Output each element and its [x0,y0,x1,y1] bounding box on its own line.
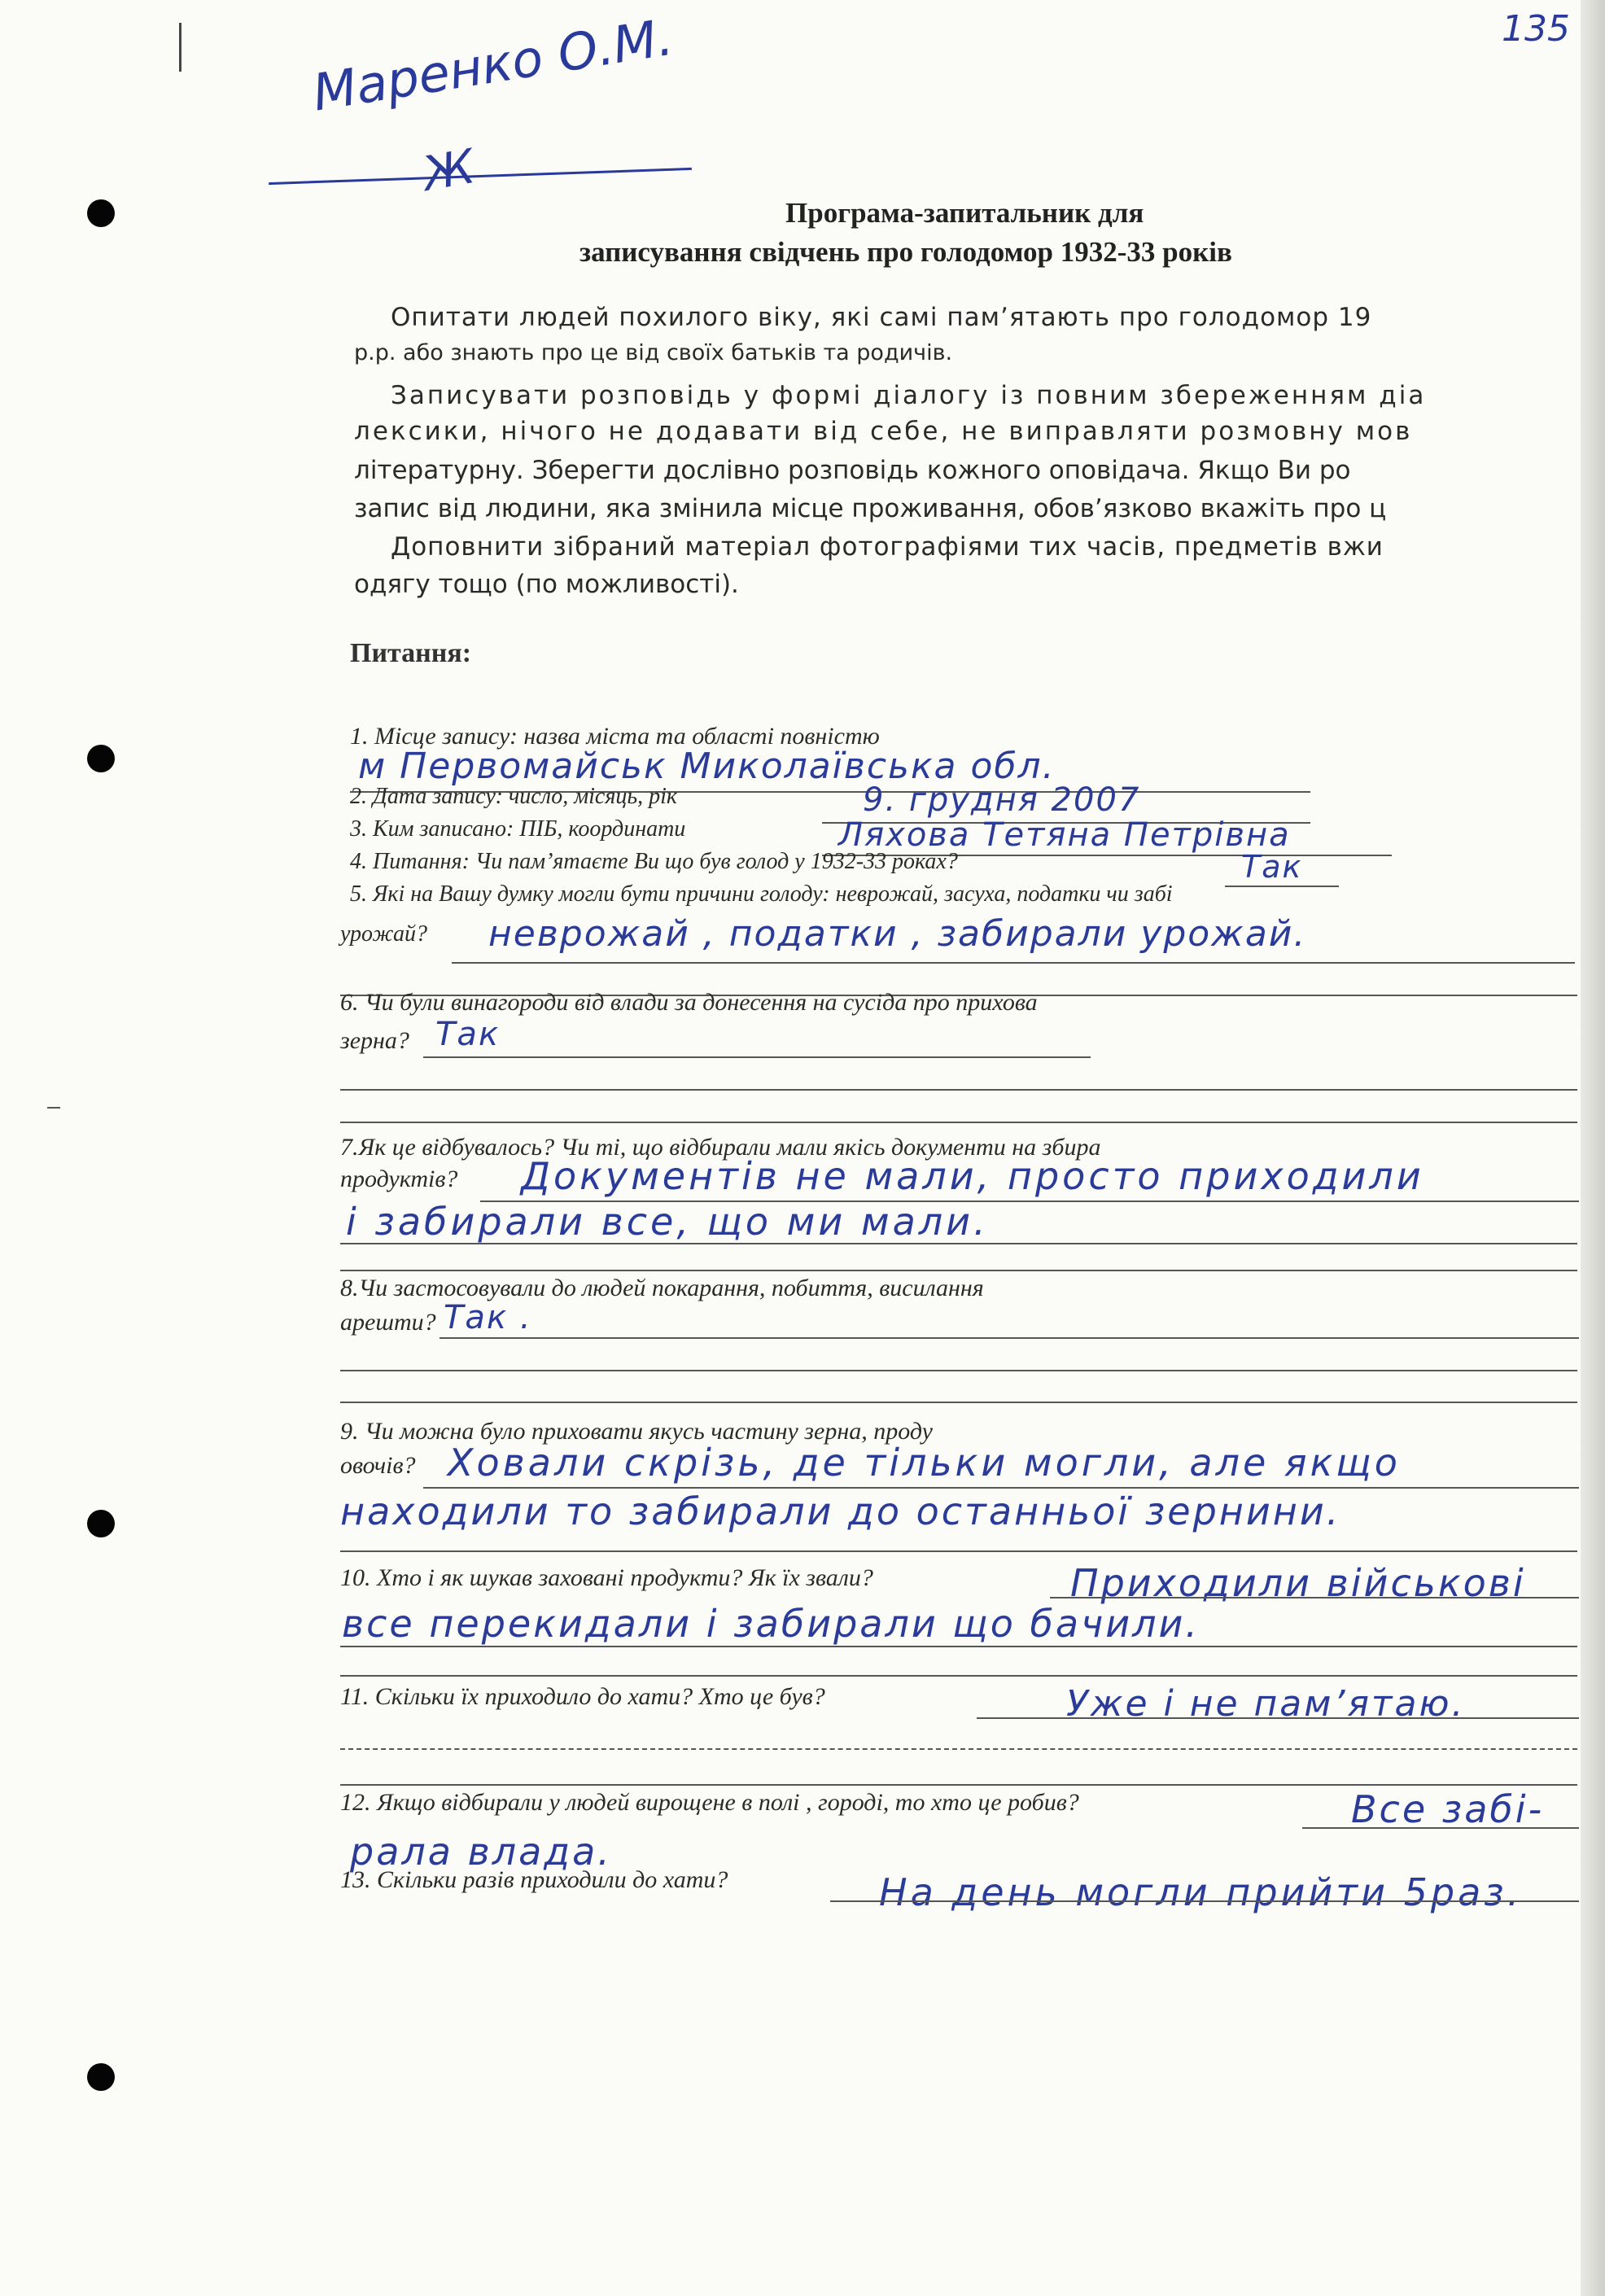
answer-9-cont: находили то забирали до останньої зернини. [340,1489,1341,1533]
blank-line [340,1122,1577,1123]
page-edge [1581,0,1605,2296]
answer-line [440,1337,1579,1339]
answer-13: На день могли прийти 5раз. [879,1870,1523,1914]
answer-line [1050,1597,1579,1598]
question-10: 10. Хто і як шукав заховані продукти? Як їх звали? [340,1564,873,1591]
answer-6: Так [435,1016,501,1053]
answer-line [1225,886,1339,887]
question-12: 12. Якщо відбирали у людей вирощене в полі , городі, то хто це робив? [340,1789,1079,1816]
question-5-cont: урожай? [340,921,428,947]
blank-line [340,1270,1577,1271]
binder-hole [87,2063,115,2091]
question-11: 11. Скільки їх приходило до хати? Хто це був? [340,1683,825,1710]
answer-5: неврожай , податки , забирали урожай. [488,913,1307,955]
answer-10: Приходили військові [1070,1561,1526,1605]
question-8: 8.Чи застосовували до людей покарання, побиття, висилання [340,1275,984,1301]
blank-line [340,1370,1577,1371]
answer-line [977,1717,1579,1719]
signature: Маренко О.М. [308,7,677,123]
question-1: 1. Місце запису: назва міста та області повністю [350,723,880,750]
intro-line: запис від людини, яка змінила місце проживання, обов’язково вкажіть про ц [354,494,1387,523]
intro-line: лексики, нічого не додавати від себе, не виправляти розмовну мов [354,417,1413,446]
intro-line: Опитати людей похилого віку, які самі пам’ятають про голодомор 19 [391,303,1372,332]
document-subtitle: записування свідчень про голодомор 1932-33 років [579,236,1232,268]
intro-line: Доповнити зібраний матеріал фотографіями тих часів, предметів вжи [391,532,1384,562]
answer-7-cont: і забирали все, що ми мали. [346,1200,989,1244]
signature-underline [269,168,692,185]
answer-10-cont: все перекидали і забирали що бачили. [342,1602,1200,1646]
answer-1: м Первомайськ Миколаївська обл. [358,746,1056,787]
answer-7: Документів не мали, просто приходили [521,1154,1424,1198]
question-4: 4. Питання: Чи пам’ятаєте Ви що був голод у 1932-33 роках? [350,849,958,874]
question-5: 5. Які на Вашу думку могли бути причини голоду: неврожай, засуха, податки чи забі [350,881,1173,907]
question-9: 9. Чи можна було приховати якусь частину зерна, проду [340,1418,933,1445]
blank-line [340,1402,1577,1403]
answer-line [340,1646,1577,1647]
answer-11: Уже і не пам’ятаю. [1066,1683,1466,1725]
answer-line [423,1056,1091,1058]
question-6-cont: зерна? [340,1027,409,1054]
intro-line: Записувати розповідь у формі діалогу із повним збереженням діа [391,381,1427,410]
answer-line [452,962,1575,964]
questions-heading: Питання: [350,638,472,668]
answer-12: Все забі- [1351,1787,1545,1831]
blank-line [340,1089,1577,1091]
edge-mark [47,1107,60,1109]
intro-line: одягу тощо (по можливості). [354,570,739,599]
answer-line [340,1243,1577,1244]
intro-line: р.р. або знають про це від своїх батьків та родичів. [354,340,953,365]
blank-line [340,1675,1577,1677]
question-2: 2. Дата запису: число, місяць, рік [350,784,677,809]
signature-initials: Ж [418,138,479,202]
question-13: 13. Скільки разів приходили до хати? [340,1866,728,1893]
question-7: 7.Як це відбувалось? Чи ті, що відбирали мали якісь документи на збира [340,1134,1101,1161]
answer-12-cont: рала влада. [350,1830,612,1874]
answer-line [340,1550,1577,1552]
answer-9: Ховали скрізь, де тільки могли, але якщо [448,1441,1401,1485]
answer-line [423,1487,1579,1489]
answer-line [480,1200,1579,1202]
intro-line: літературну. Зберегти дослівно розповідь кожного оповідача. Якщо Ви ро [354,456,1351,485]
answer-4: Так [1241,849,1303,885]
document-title: Програма-запитальник для [785,197,1144,229]
question-8-cont: арешти? [340,1309,436,1336]
answer-2: 9. грудня 2007 [863,781,1141,819]
binder-hole [87,1510,115,1537]
blank-line [340,1784,1577,1786]
question-3: 3. Ким записано: ПІБ, координати [350,816,686,842]
question-6: 6. Чи були винагороди від влади за донесення на сусіда про прихова [340,989,1038,1016]
answer-3: Ляхова Тетяна Петрівна [838,816,1291,854]
blank-line [340,1748,1577,1750]
binder-hole [87,745,115,772]
page-number: 135 [1502,8,1570,50]
question-7-cont: продуктів? [340,1165,458,1192]
answer-line [830,1900,1579,1902]
answer-line [1302,1827,1579,1829]
binder-hole [87,199,115,227]
staple-mark [179,23,193,72]
answer-8: Так . [444,1299,532,1336]
question-9-cont: овочів? [340,1452,416,1479]
